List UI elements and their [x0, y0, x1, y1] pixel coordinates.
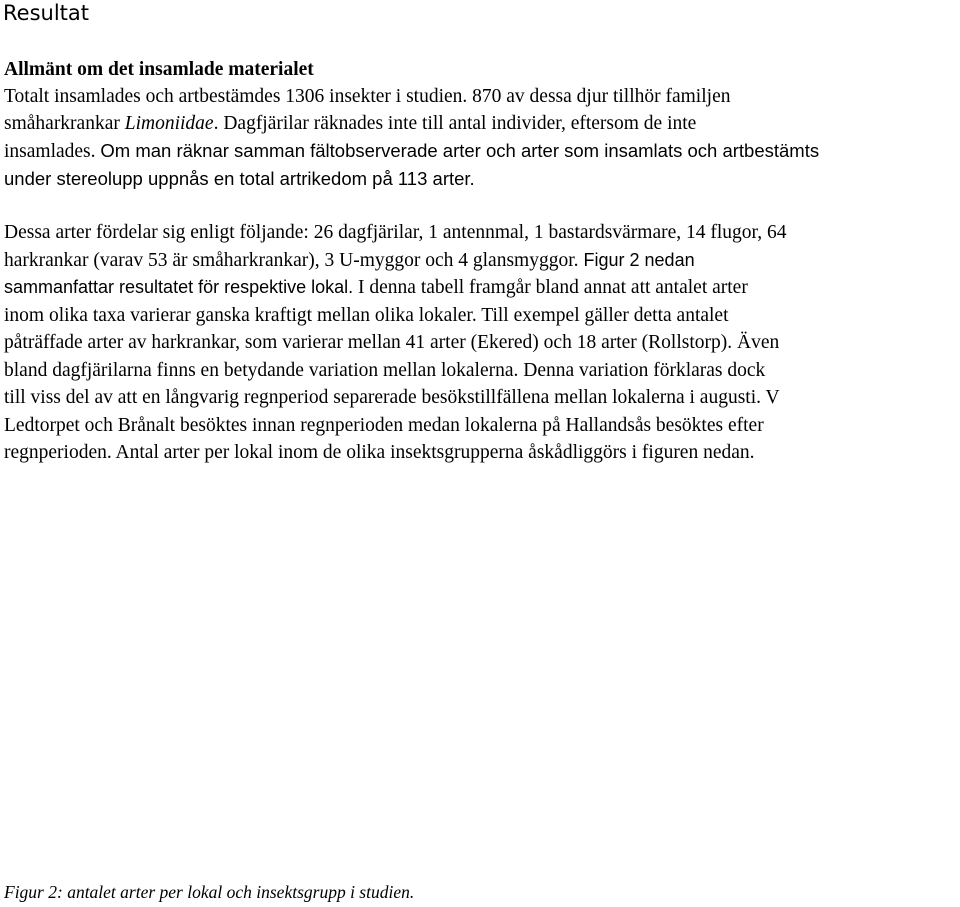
section-title: Allmänt om det insamlade materialet: [4, 59, 314, 80]
text-fragment: harkrankar (varav 53 är småharkrankar), 3 U-myggor och 4 glansmyggor.: [4, 249, 579, 271]
page-title: Resultat: [3, 1, 89, 25]
text-line: Dessa arter fördelar sig enligt följande: 26 dagfjärilar, 1 antennmal, 1 bastardsvärmare, 14 flugor, 64: [4, 222, 787, 243]
taxon-name: Limoniidae: [124, 113, 214, 134]
text-fragment-sans: Figur 2 nedan: [578, 249, 695, 270]
text-fragment-sans: Om man räknar samman fältobserverade arter och arter som insamlats och artbestämts: [100, 140, 820, 161]
text-fragment-sans: sammanfattar resultatet för respektive lokal.: [4, 277, 354, 297]
text-line: regnperioden. Antal arter per lokal inom de olika insektsgrupperna åskådliggörs i figuren nedan.: [4, 442, 755, 463]
text-line-sans: under stereolupp uppnås en total artrikedom på 113 arter.: [4, 168, 475, 189]
text-line: påträffade arter av harkrankar, som varierar mellan 41 arter (Ekered) och 18 arter (Rollstorp). Även: [4, 332, 780, 353]
text-line: Ledtorpet och Brånalt besöktes innan regnperioden medan lokalerna på Hallandsås besöktes efter: [4, 414, 764, 436]
text-line: [4, 274, 959, 302]
figure-caption: Figur 2: antalet arter per lokal och insektsgrupp i studien.: [4, 882, 415, 902]
section-general-material: [4, 56, 954, 192]
text-fragment: . Dagfjärilar räknades inte till antal individer, eftersom de inte: [213, 113, 697, 134]
text-fragment: småharkrankar: [4, 113, 125, 134]
text-line: till viss del av att en långvarig regnperiod separerade besökstillfällena mellan lokalerna i augusti. V: [4, 387, 780, 408]
text-line: inom olika taxa varierar ganska kraftigt mellan olika lokaler. Till exempel gäller detta antalet: [4, 304, 729, 326]
text-line: [4, 110, 954, 137]
text-line: Totalt insamlades och artbestämdes 1306 insekter i studien. 870 av dessa djur tillhör familjen: [4, 86, 731, 107]
text-line: [4, 247, 959, 275]
text-fragment: insamlades.: [4, 141, 101, 162]
species-distribution-paragraph: [4, 219, 959, 467]
text-line: [4, 137, 954, 165]
text-line: bland dagfjärilarna finns en betydande variation mellan lokalerna. Denna variation förklaras dock: [4, 359, 766, 381]
text-fragment: I denna tabell framgår bland annat att antalet arter: [353, 277, 748, 298]
